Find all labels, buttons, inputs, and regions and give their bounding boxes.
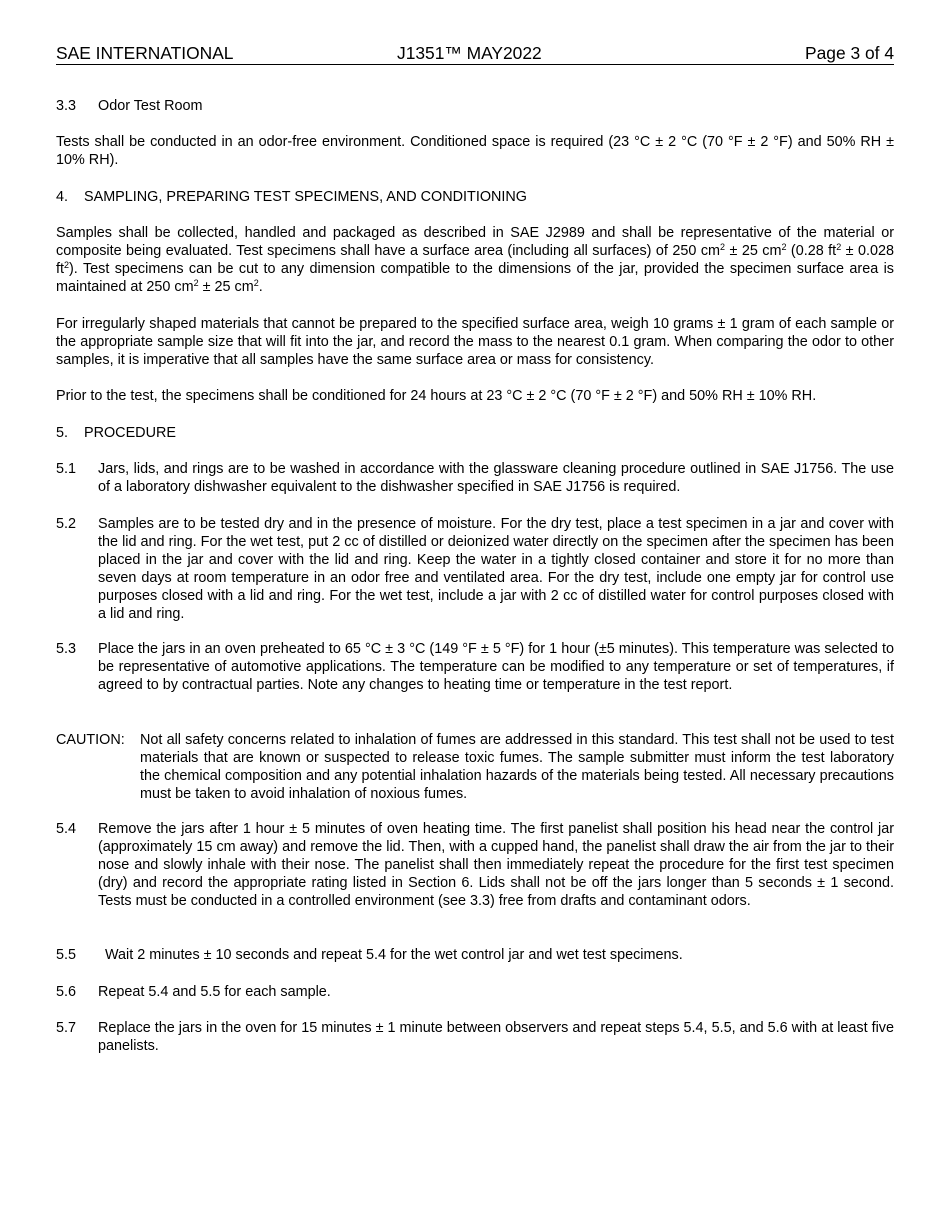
section-number: 3.3 [56, 98, 77, 114]
caution-note [56, 731, 894, 803]
step-number: 5.5 [56, 947, 77, 963]
section-3-3-heading [56, 97, 894, 115]
step-number: 5.2 [56, 516, 77, 532]
step-number: 5.3 [56, 641, 77, 657]
section-title: Odor Test Room [98, 98, 203, 114]
step-number: 5.1 [56, 461, 77, 477]
step-text: Repeat 5.4 and 5.5 for each sample. [98, 984, 331, 1000]
header-page-number: Page 3 of 4 [805, 43, 894, 63]
paragraph-conditioning: Prior to the test, the specimens shall be conditioned for 24 hours at 23 °C ± 2 °C (70 °F ± 2 °F) and 50% RH ± 10% RH. [56, 388, 817, 404]
step-5-6 [56, 983, 894, 1001]
section-5-heading [56, 424, 894, 442]
step-text: Replace the jars in the oven for 15 minutes ± 1 minute between observers and repeat steps 5.4, 5.5, and 5.6 with at least five panelists. [98, 1020, 894, 1054]
step-text: Samples are to be tested dry and in the presence of moisture. For the dry test, place a test specimen in a jar and cover with the lid and ring. For the wet test, put 2 cc of distilled or deionized water directly on the specimen after the specimen has been placed in the jar and cover with the lid and ring. Keep the water in a tightly closed container and store it for no more than seven days at room temperature in an odor free and ventilated area. For the dry test, include one empty jar for control use purposes closed with a lid and ring. For the wet test, include a jar with 2 cc of distilled water for control purposes closed with a lid and ring. [98, 516, 894, 622]
section-number: 4. [56, 189, 69, 205]
step-number: 5.4 [56, 821, 77, 837]
section-4-heading [56, 188, 894, 206]
step-5-4 [56, 820, 894, 910]
step-number: 5.7 [56, 1020, 77, 1036]
section-number: 5. [56, 425, 69, 441]
header-doc-id: J1351™ MAY2022 [397, 43, 542, 63]
step-text: Wait 2 minutes ± 10 seconds and repeat 5.4 for the wet control jar and wet test specimens. [105, 947, 683, 963]
step-text: Place the jars in an oven preheated to 65 °C ± 3 °C (149 °F ± 5 °F) for 1 hour (±5 minutes). This temperature was selected to be representative of automotive applications. The temperature can be modified to any temperature or set of temperatures, if agreed to by contractual parties. Note any changes to heating time or temperature in the test report. [98, 641, 894, 693]
page-header [56, 43, 894, 65]
caution-label: CAUTION: [56, 732, 125, 748]
step-5-3 [56, 640, 894, 694]
section-title: SAMPLING, PREPARING TEST SPECIMENS, AND CONDITIONING [84, 189, 527, 205]
caution-text: Not all safety concerns related to inhalation of fumes are addressed in this standard. This test shall not be used to test materials that are known or suspected to release toxic fumes. The sample submitter must inform the test laboratory the chemical composition and any potential inhalation hazards of the materials being tested. All necessary precautions must be taken to avoid inhalation of noxious fumes. [140, 732, 894, 802]
section-title: PROCEDURE [84, 425, 176, 441]
step-5-2 [56, 515, 894, 623]
paragraph-samples: Samples shall be collected, handled and packaged as described in SAE J2989 and shall be representative of the material or composite being evaluated. Test specimens shall have a surface area (including all surfaces) of 250 $cm^2 \pm 25$ $cm^2$ (0.28 $ft^2 \pm 0.028$ $ft^2$). Test specimens can be cut to any dimension compatible to the dimensions of the jar, provided the specimen surface area is maintained at 250 $cm^2 \pm 25$ $cm^2$. [56, 225, 895, 295]
paragraph-irregular-materials: For irregularly shaped materials that cannot be prepared to the specified surface area, weigh 10 grams ± 1 gram of each sample or the appropriate sample size that will fit into the jar, and record the mass to the nearest 0.1 gram. When comparing the odor to other samples, it is imperative that all samples have the same surface area or mass for consistency. [56, 316, 894, 368]
step-5-7 [56, 1019, 894, 1055]
paragraph-odor-room: Tests shall be conducted in an odor-free environment. Conditioned space is required (23 °C ± 2 °C (70 °F ± 2 °F) and 50% RH ± 10% RH). [56, 134, 894, 168]
step-text: Remove the jars after 1 hour ± 5 minutes of oven heating time. The first panelist shall position his head near the control jar (approximately 15 cm away) and remove the lid. Then, with a cupped hand, the panelist shall draw the air from the jar to their nose and slowly inhale with their nose. The panelist shall then immediately repeat the procedure for the first test specimen (dry) and record the appropriate rating listed in Section 6. Lids shall not be off the jars longer than 5 seconds ± 1 second. Tests must be conducted in a controlled environment (see 3.3) free from drafts and contaminant odors. [98, 821, 894, 909]
step-5-5 [56, 946, 894, 964]
step-text: Jars, lids, and rings are to be washed in accordance with the glassware cleaning procedure outlined in SAE J1756. The use of a laboratory dishwasher equivalent to the dishwasher specified in SAE J1756 is required. [98, 461, 894, 495]
step-number: 5.6 [56, 984, 77, 1000]
header-org: SAE INTERNATIONAL [56, 43, 234, 63]
step-5-1 [56, 460, 894, 496]
